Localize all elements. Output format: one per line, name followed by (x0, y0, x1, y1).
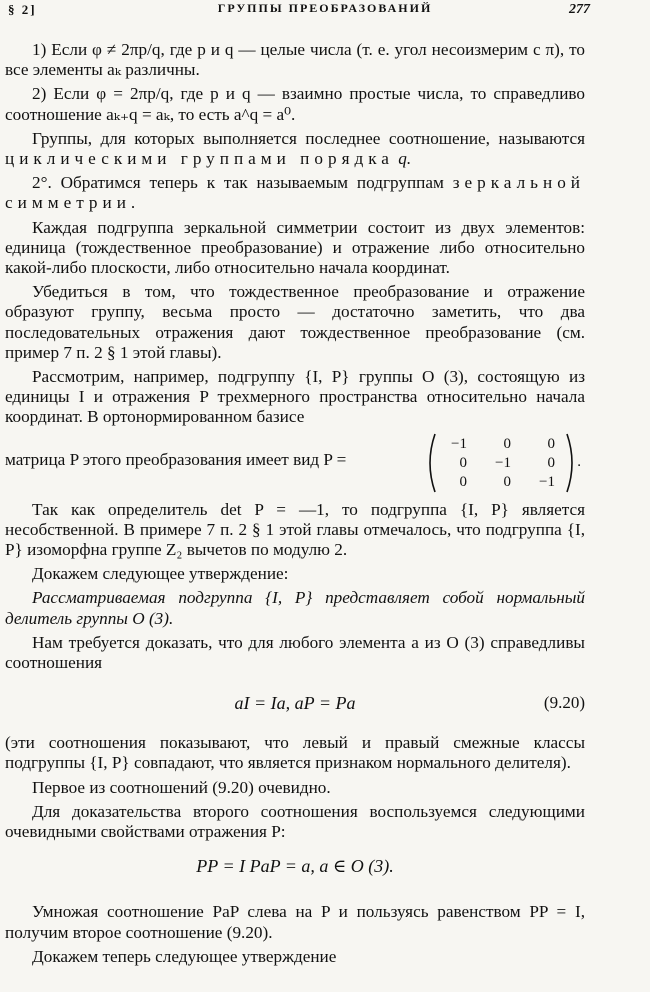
paragraph-cosets-note: (эти соотношения показывают, что левый и правый смежные классы подгруппы {I, P} совпадают, что является признаком нормального делителя). (5, 733, 585, 773)
matrix-cell: 0 (459, 473, 467, 490)
equation-9-20-body: aI = Ia, aP = Pa (234, 693, 356, 714)
equation-9-20 (5, 683, 585, 723)
matrix-cell: 0 (503, 435, 511, 452)
section-marker: § 2] (8, 2, 37, 17)
cyclic-text-start: Группы, для которых выполняется последнее соотношение, называются (32, 128, 585, 148)
paragraph-multiply: Умножая соотношение PaP слева на P и пользуясь равенством PP = I, получим второе соотношение (9.20). (5, 902, 585, 942)
paragraph-determinant: Так как определитель det P = —1, то подгруппа {I, P} является несобственной. В примере 7 п. 2 § 1 этой главы отмечалось, что подгруппа {I, P} изоморфна группе Z₂ вычетов по модулю 2. (5, 499, 585, 560)
reflection-matrix (423, 432, 583, 494)
page-number: 277 (569, 2, 590, 17)
cyclic-term-spaced: циклическими группами порядка (5, 149, 394, 169)
page-header (0, 0, 650, 22)
paragraph-group-check: Убедиться в том, что тождественное преобразование и отражение образуют группу, весьма просто — достаточно заметить, что два последовательных отражения дают тождественное преобразование (см. пример 7 п. 2 § 1 этой главы). (5, 282, 585, 362)
matrix-lead-text: матрица P этого преобразования имеет вид P = (5, 449, 347, 469)
paragraph-first-obvious: Первое из соотношений (9.20) очевидно. (32, 777, 331, 797)
matrix-trailing-period: . (577, 453, 581, 470)
paragraph-case-1: 1) Если φ ≠ 2πp/q, где p и q — целые числа (т. е. угол несоизмерим с π), то все элементы aₖ различны. (5, 40, 585, 80)
mirror-term-spaced: зеркальной симметрии. (5, 173, 585, 213)
cyclic-text-end: q. (398, 149, 412, 169)
paragraph-mirror-intro (5, 173, 585, 213)
matrix-line (5, 432, 585, 496)
matrix-cell: −1 (539, 473, 555, 490)
running-title: ГРУППЫ ПРЕОБРАЗОВАНИЙ (217, 1, 433, 15)
paragraph-subgroup-example: Рассмотрим, например, подгруппу {I, P} группы O (3), состоящую из единицы I и отражения P трехмерного пространства относительно начала координат. В ортонормированном базисе (5, 367, 585, 427)
mirror-intro-start: 2°. Обратимся теперь к так называемым подгруппам (32, 173, 444, 193)
matrix-cell: 0 (547, 454, 555, 471)
equation-9-20-number: (9.20) (543, 693, 585, 713)
theorem-statement: Рассматриваемая подгруппа {I, P} представляет собой нормальный делитель группы O (3). (5, 588, 585, 628)
page-body (5, 40, 585, 971)
paragraph-next-statement: Докажем теперь следующее утверждение (32, 946, 337, 966)
matrix-cell: 0 (547, 435, 555, 452)
matrix-cell: 0 (459, 454, 467, 471)
matrix-cell: −1 (451, 435, 467, 452)
paragraph-mirror-elements: Каждая подгруппа зеркальной симметрии состоит из двух элементов: единица (тождественное преобразование) и отражение либо относительно какой-либо плоскости, либо относительно начала координат. (5, 217, 585, 278)
paragraph-case-2: 2) Если φ = 2πp/q, где p и q — взаимно простые числа, то справедливо соотношение aₖ₊q = aₖ, то есть a^q = a⁰. (5, 84, 585, 124)
paragraph-second-proof: Для доказательства второго соотношения воспользуемся следующими очевидными свойствами отражения P: (5, 801, 585, 842)
equation-reflection-properties (5, 848, 585, 888)
matrix-cell: −1 (495, 454, 511, 471)
paragraph-prove-statement: Докажем следующее утверждение: (32, 564, 289, 584)
paragraph-cyclic-groups (5, 129, 585, 169)
equation-properties-body: PP = I PaP = a, a ∈ O (3). (196, 856, 394, 877)
paragraph-requirement: Нам требуется доказать, что для любого элемента a из O (3) справедливы соотношения (5, 632, 585, 673)
matrix-cell: 0 (503, 473, 511, 490)
